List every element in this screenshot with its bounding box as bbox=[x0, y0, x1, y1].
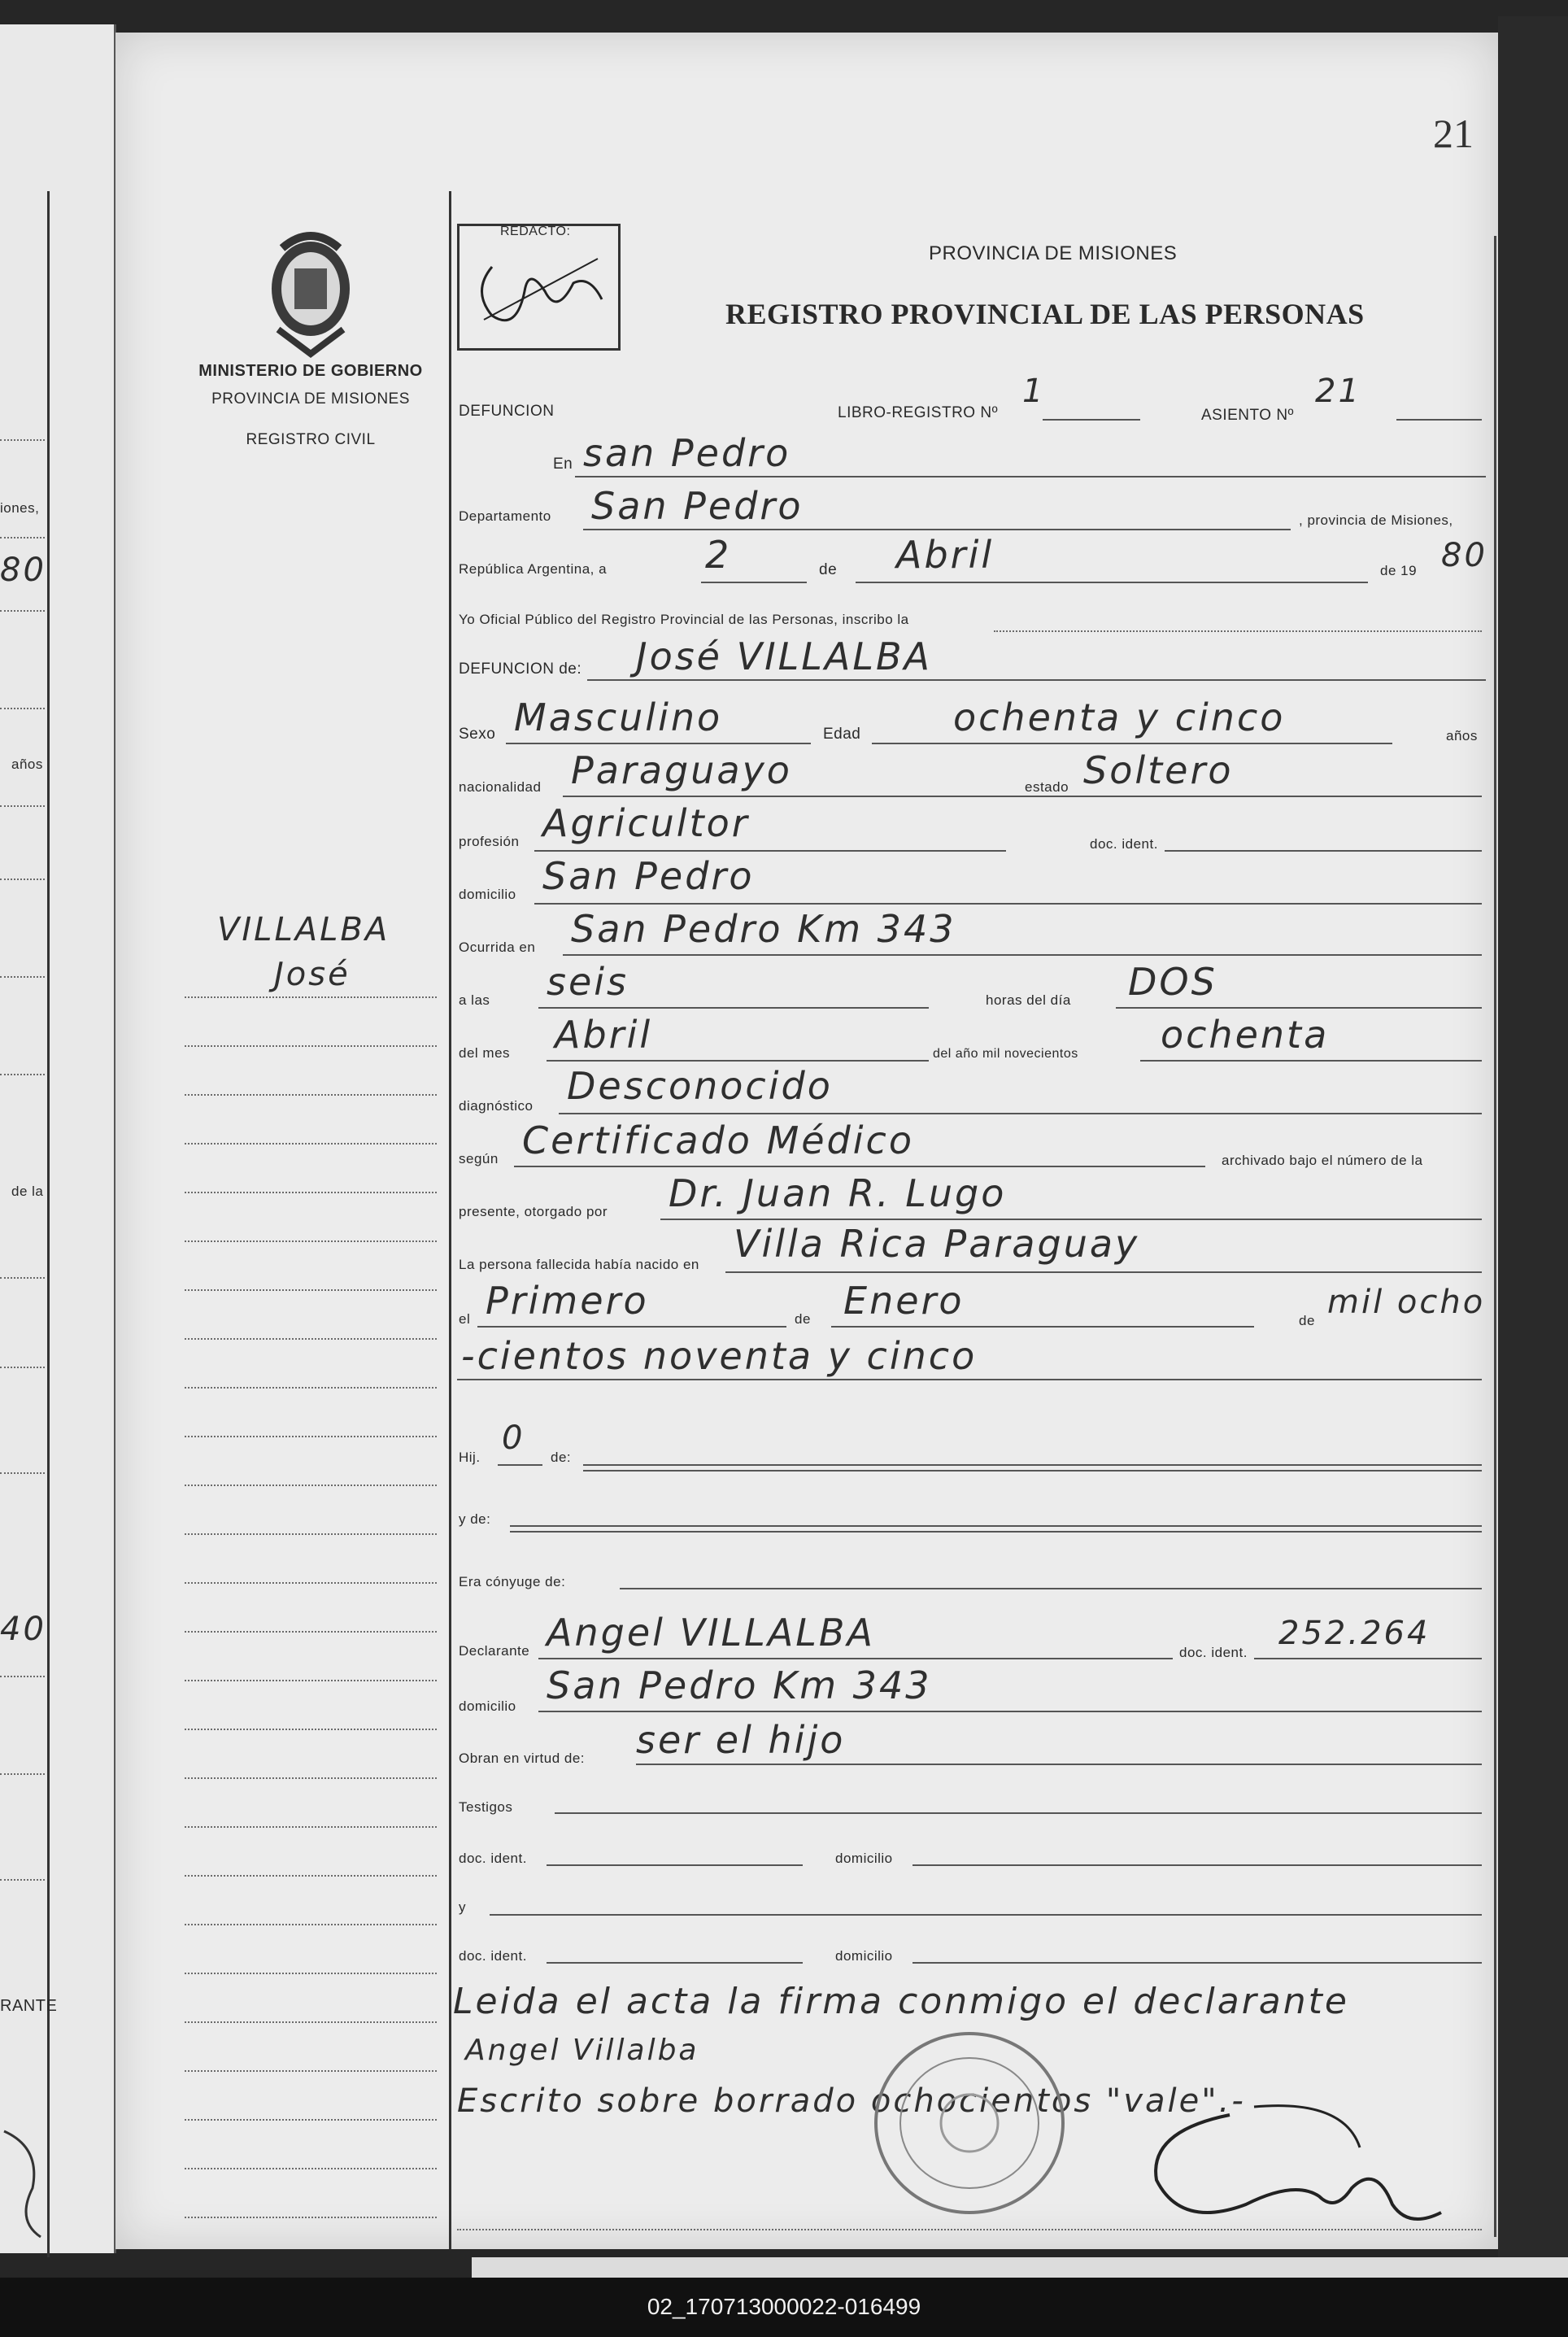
domicilio-value: San Pedro bbox=[542, 854, 755, 898]
image-id: 02_170713000022-016499 bbox=[647, 2294, 921, 2319]
diagnostico-label: diagnóstico bbox=[459, 1098, 534, 1114]
segun-value: Certificado Médico bbox=[522, 1118, 914, 1162]
en-value: san Pedro bbox=[583, 431, 791, 475]
redacto-label: REDACTO: bbox=[500, 225, 571, 238]
obran-label: Obran en virtud de: bbox=[459, 1751, 586, 1766]
declarante-label: Declarante bbox=[459, 1643, 530, 1659]
decl-dom-value: San Pedro Km 343 bbox=[547, 1663, 932, 1707]
nacido-value: Villa Rica Paraguay bbox=[734, 1222, 1140, 1266]
note-line1: Leida el acta la firma conmigo el declarante bbox=[453, 1981, 1349, 2022]
republica-label: República Argentina, a bbox=[459, 561, 608, 577]
el-label: el bbox=[459, 1311, 471, 1327]
del-mes-label: del mes bbox=[459, 1045, 511, 1061]
provincia-suffix: , provincia de Misiones, bbox=[1299, 512, 1453, 528]
decl-doc-label: doc. ident. bbox=[1179, 1645, 1248, 1660]
obran-value: ser el hijo bbox=[636, 1718, 846, 1762]
hijo-de-label: de: bbox=[551, 1450, 572, 1465]
redacto-box bbox=[457, 224, 621, 351]
date-de-label: de bbox=[819, 561, 838, 578]
departamento-label: Departamento bbox=[459, 508, 551, 524]
anos-label: años bbox=[1446, 728, 1478, 743]
doc-ident-label: doc. ident. bbox=[1090, 836, 1158, 852]
hora-value: seis bbox=[547, 960, 629, 1004]
official-stamp bbox=[847, 2017, 1091, 2229]
declarante-value: Angel VILLALBA bbox=[547, 1611, 875, 1655]
hijo-label: Hij. bbox=[459, 1450, 481, 1465]
nacionalidad-value: Paraguayo bbox=[571, 748, 792, 792]
prev-text-dela: de la bbox=[11, 1184, 44, 1199]
estado-label: estado bbox=[1025, 779, 1069, 795]
profesion-label: profesión bbox=[459, 834, 520, 849]
edad-label: Edad bbox=[823, 726, 861, 743]
anio-texto-value: ochenta bbox=[1161, 1013, 1330, 1057]
deceased-name: José VILLALBA bbox=[636, 634, 933, 678]
defuncion-de-label: DEFUNCION de: bbox=[459, 661, 582, 678]
y-de-label: y de: bbox=[459, 1511, 491, 1527]
date-day: 2 bbox=[705, 533, 732, 577]
registry-header: REGISTRO PROVINCIAL DE LAS PERSONAS bbox=[725, 298, 1365, 330]
redacto-signature bbox=[468, 242, 614, 340]
prev-text-40: 40 bbox=[0, 1611, 46, 1648]
ministry-line3: REGISTRO CIVIL bbox=[246, 431, 376, 448]
column-divider bbox=[449, 191, 451, 2249]
bottom-page-edge bbox=[472, 2257, 1568, 2278]
date-month: Abril bbox=[896, 533, 995, 577]
nac-de2-label: de bbox=[1299, 1313, 1315, 1328]
horas-label: horas del día bbox=[986, 992, 1071, 1008]
ocurrida-label: Ocurrida en bbox=[459, 940, 536, 955]
testigo2-doc-label: doc. ident. bbox=[459, 1948, 527, 1964]
libro-value: 1 bbox=[1022, 373, 1046, 410]
nac-mes-value: Enero bbox=[843, 1279, 965, 1323]
conyuge-label: Era cónyuge de: bbox=[459, 1574, 566, 1589]
decl-dom-label: domicilio bbox=[459, 1698, 516, 1714]
page-number: 21 bbox=[1433, 111, 1474, 156]
previous-page-fragment bbox=[0, 24, 116, 2253]
presente-value: Dr. Juan R. Lugo bbox=[669, 1171, 1007, 1215]
ministry-line2: PROVINCIA DE MISIONES bbox=[211, 390, 410, 408]
segun-label: según bbox=[459, 1151, 499, 1166]
profesion-value: Agricultor bbox=[542, 801, 750, 845]
prev-signature bbox=[0, 2115, 49, 2245]
ministry-line1: MINISTERIO DE GOBIERNO bbox=[198, 362, 423, 380]
sexo-label: Sexo bbox=[459, 726, 496, 743]
sexo-value: Masculino bbox=[514, 695, 723, 739]
nacionalidad-label: nacionalidad bbox=[459, 779, 542, 795]
archivado-label: archivado bajo el número de la bbox=[1222, 1153, 1423, 1168]
ocurrida-value: San Pedro Km 343 bbox=[571, 907, 956, 951]
note-line3: Escrito sobre borrado ochocientos "vale".- bbox=[457, 2082, 1246, 2120]
decl-doc-value: 252.264 bbox=[1278, 1615, 1431, 1652]
diagnostico-value: Desconocido bbox=[567, 1064, 833, 1108]
coat-of-arms-icon bbox=[262, 224, 359, 362]
anio-mil-label: del año mil novecientos bbox=[933, 1047, 1078, 1061]
date-year: 80 bbox=[1441, 537, 1487, 574]
dia-texto-value: DOS bbox=[1128, 960, 1217, 1004]
prev-text-anos: años bbox=[11, 756, 43, 772]
en-label: En bbox=[553, 456, 573, 473]
y-label: y bbox=[459, 1899, 466, 1915]
nac-anio-continuation: -cientos noventa y cinco bbox=[461, 1334, 978, 1378]
prev-text-80: 80 bbox=[0, 552, 46, 589]
libro-label: LIBRO-REGISTRO Nº bbox=[838, 404, 999, 421]
act-type-label: DEFUNCION bbox=[459, 403, 555, 420]
testigo1-dom-label: domicilio bbox=[835, 1851, 893, 1866]
official-signature bbox=[1132, 2091, 1474, 2245]
note-line2: Angel Villalba bbox=[465, 2034, 699, 2067]
domicilio-label: domicilio bbox=[459, 887, 516, 902]
margin-surname: VILLALBA bbox=[217, 911, 390, 948]
nacido-label: La persona fallecida había nacido en bbox=[459, 1257, 699, 1272]
edad-value: ochenta y cinco bbox=[953, 695, 1286, 739]
nac-de-label: de bbox=[795, 1311, 811, 1327]
estado-value: Soltero bbox=[1083, 748, 1234, 792]
nac-dia-value: Primero bbox=[486, 1279, 649, 1323]
book-edge bbox=[1498, 16, 1568, 2278]
hijo-value: 0 bbox=[502, 1419, 525, 1457]
date-year-prefix: de 19 bbox=[1380, 563, 1418, 578]
mes-texto-value: Abril bbox=[555, 1013, 653, 1057]
footer-bar bbox=[0, 2278, 1568, 2337]
a-las-label: a las bbox=[459, 992, 490, 1008]
right-border bbox=[1494, 236, 1496, 2237]
asiento-value: 21 bbox=[1315, 373, 1361, 410]
prev-text-iones: iones, bbox=[0, 500, 40, 516]
register-page bbox=[115, 33, 1498, 2249]
prev-text-rante: RANTE bbox=[0, 1997, 58, 2015]
testigos-label: Testigos bbox=[459, 1799, 513, 1815]
departamento-value: San Pedro bbox=[591, 484, 804, 528]
province-header: PROVINCIA DE MISIONES bbox=[929, 242, 1178, 264]
asiento-label: ASIENTO Nº bbox=[1201, 407, 1294, 424]
presente-label: presente, otorgado por bbox=[459, 1204, 608, 1219]
testigo2-dom-label: domicilio bbox=[835, 1948, 893, 1964]
margin-firstname: José bbox=[274, 956, 351, 993]
nac-anio-value: mil ocho bbox=[1327, 1284, 1486, 1321]
testigo1-doc-label: doc. ident. bbox=[459, 1851, 527, 1866]
oficial-text: Yo Oficial Público del Registro Provincial de las Personas, inscribo la bbox=[459, 612, 909, 627]
